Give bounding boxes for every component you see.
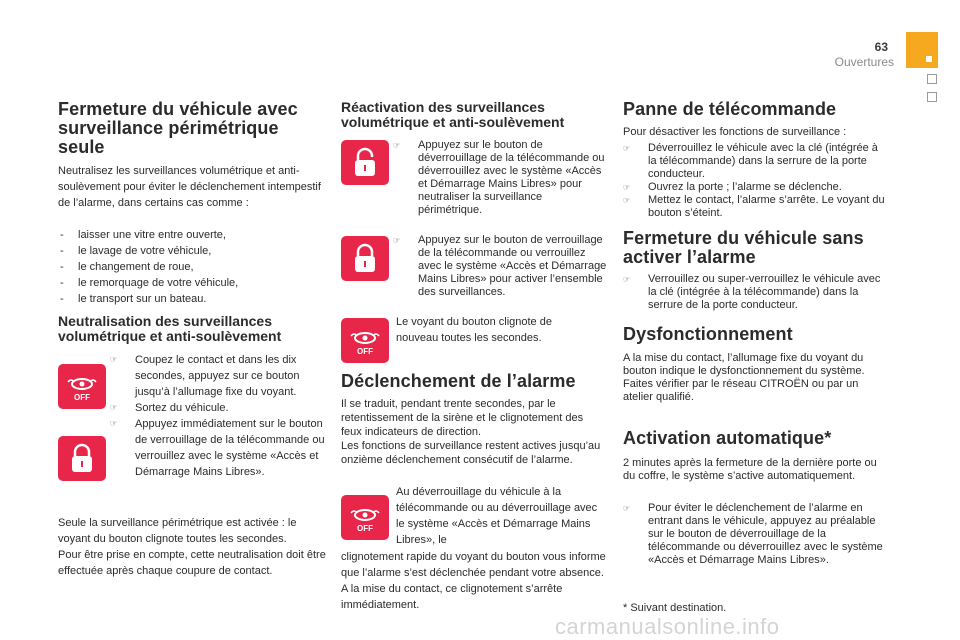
section-heading: Déclenchement de l’alarme xyxy=(341,371,576,391)
sub-heading: Réactivation des surveillances volumétrique et anti-soulèvement xyxy=(341,99,565,130)
paragraph: Seule la surveillance périmétrique est activée : le voyant du bouton clignote toutes les secondes. Pour être prise en compte, cette neutralisation doit être effectuée après chaque coupure de contact. xyxy=(58,517,326,577)
step-list xyxy=(623,273,885,312)
section-heading: Activation automatique* xyxy=(623,428,832,448)
lock-icon xyxy=(58,436,106,481)
section-heading: Panne de télécommande xyxy=(623,99,837,119)
list-item: ☞ Appuyez sur le bouton de verrouillage de la télécommande ou verrouillez avec le système «Accès et Démarrage Mains Libres» pour activer l’ensemble des surveillances. xyxy=(393,234,608,299)
footnote: * Suivant destination. xyxy=(623,602,727,614)
list-item: ☞ Appuyez sur le bouton de déverrouillage de la télécommande ou déverrouillez avec le système «Accès et Démarrage Mains Libres» pour neutraliser la surveillance périmétrique. xyxy=(393,139,608,217)
step-list xyxy=(623,142,885,220)
paragraph: Au déverrouillage du véhicule à la télécommande ou au déverrouillage avec le système «Accès et Démarrage Mains Libres», le xyxy=(396,486,598,546)
paragraph: Neutralisez les surveillances volumétrique et anti-soulèvement pour éviter le déclenchement intempestif de l’alarme, dans certains cas comme : xyxy=(58,165,321,209)
watermark: carmanualsonline.info xyxy=(555,614,780,639)
list-item: ☞ Ouvrez la porte ; l’alarme se déclenche. xyxy=(623,181,885,194)
step-list xyxy=(110,352,325,480)
section-heading: Dysfonctionnement xyxy=(623,324,793,344)
alarm-off-button-icon xyxy=(58,364,106,409)
step-list xyxy=(393,139,608,217)
alarm-off-button-icon xyxy=(341,495,389,540)
sub-heading: Neutralisation des surveillances volumétrique et anti-soulèvement xyxy=(58,313,282,344)
list-item: ☞ Coupez le contact et dans les dix secondes, appuyez sur ce bouton jusqu’à l’allumage fixe du voyant. xyxy=(110,352,325,400)
section-title: Ouvertures xyxy=(834,55,894,69)
off-label: OFF xyxy=(357,524,373,533)
section-heading: Fermeture du véhicule avec surveillance périmétrique seule xyxy=(58,99,298,157)
list-item: - le transport sur un bateau. xyxy=(58,291,323,307)
list-item: ☞ Sortez du véhicule. xyxy=(110,400,325,416)
list-item: - le lavage de votre véhicule, xyxy=(58,243,323,259)
paragraph: 2 minutes après la fermeture de la dernière porte ou du coffre, le système s’active automatiquement. xyxy=(623,457,877,482)
off-label: OFF xyxy=(357,347,373,356)
chapter-tab[interactable] xyxy=(927,74,937,84)
case-list xyxy=(58,227,323,307)
list-item: ☞ Verrouillez ou super-verrouillez le véhicule avec la clé (intégrée à la télécommande) dans la serrure de la porte conducteur. xyxy=(623,273,885,312)
chapter-tab[interactable] xyxy=(927,92,937,102)
lock-icon xyxy=(341,236,389,281)
step-list xyxy=(393,234,608,299)
page-number: 63 xyxy=(874,40,888,54)
list-item: - le remorquage de votre véhicule, xyxy=(58,275,323,291)
list-item: - le changement de roue, xyxy=(58,259,323,275)
list-item: - laisser une vitre entre ouverte, xyxy=(58,227,323,243)
list-item: ☞ Pour éviter le déclenchement de l’alarme en entrant dans le véhicule, appuyez au préalable sur le bouton de déverrouillage de la télécommande ou déverrouillez avec le système «Accès et Démarrage Mains Libres». xyxy=(623,502,885,567)
paragraph: clignotement rapide du voyant du bouton vous informe que l’alarme s’est déclenchée pendant votre absence. A la mise du contact, ce clignotement s’arrête immédiatement. xyxy=(341,551,606,611)
list-item: ☞ Mettez le contact, l’alarme s’arrête. Le voyant du bouton s’éteint. xyxy=(623,194,885,220)
list-item: ☞ Déverrouillez le véhicule avec la clé (intégrée à la télécommande) dans la serrure de la porte conducteur. xyxy=(623,142,885,181)
paragraph: A la mise du contact, l’allumage fixe du voyant du bouton indique le dysfonctionnement du système. Faites vérifier par le réseau CITROËN ou par un atelier qualifié. xyxy=(623,352,865,403)
off-label: OFF xyxy=(74,393,90,402)
step-list xyxy=(623,502,885,567)
unlock-icon xyxy=(341,140,389,185)
paragraph: Pour désactiver les fonctions de surveillance : xyxy=(623,126,847,138)
alarm-off-button-icon xyxy=(341,318,389,363)
section-heading: Fermeture du véhicule sans activer l’alarme xyxy=(623,228,864,267)
list-item: ☞ Appuyez immédiatement sur le bouton de verrouillage de la télécommande ou verrouillez avec le système «Accès et Démarrage Mains Libres». xyxy=(110,416,325,480)
chapter-tab-active[interactable] xyxy=(906,32,938,68)
paragraph: Il se traduit, pendant trente secondes, par le retentissement de la sirène et le clignotement des feux indicateurs de direction. Les fonctions de surveillance restent actives jusqu’au onzième déclenchement consécutif de l’alarme. xyxy=(341,398,601,466)
paragraph: Le voyant du bouton clignote de nouveau toutes les secondes. xyxy=(396,316,552,344)
